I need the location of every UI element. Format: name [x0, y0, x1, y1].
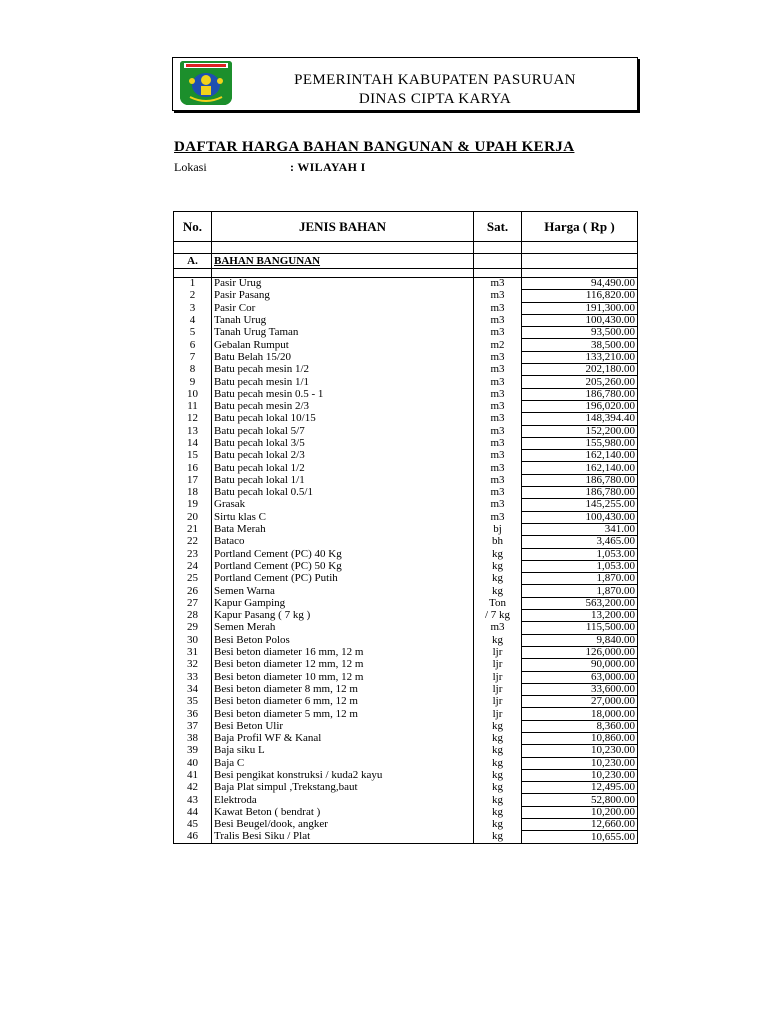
- row-number: 37: [174, 720, 212, 732]
- table-row: [174, 450, 638, 462]
- row-number: 35: [174, 696, 212, 708]
- row-price: 148,394.40: [522, 413, 638, 425]
- row-price: 100,430.00: [522, 314, 638, 326]
- row-item-name: Pasir Urug: [212, 278, 474, 290]
- row-item-name: Batu pecah lokal 2/3: [212, 450, 474, 462]
- row-unit: m2: [474, 339, 522, 351]
- row-price: 52,800.00: [522, 794, 638, 806]
- row-price: 3,465.00: [522, 536, 638, 548]
- row-item-name: Besi beton diameter 5 mm, 12 m: [212, 708, 474, 720]
- table-row: [174, 462, 638, 474]
- row-unit: Ton: [474, 597, 522, 609]
- table-row: [174, 364, 638, 376]
- row-unit: m3: [474, 474, 522, 486]
- table-row: [174, 659, 638, 671]
- row-number: 21: [174, 523, 212, 535]
- row-item-name: Tanah Urug Taman: [212, 327, 474, 339]
- row-number: 11: [174, 400, 212, 412]
- table-row: [174, 622, 638, 634]
- table-header-row: [174, 212, 638, 242]
- table-row: [174, 696, 638, 708]
- row-number: 27: [174, 597, 212, 609]
- row-unit: kg: [474, 794, 522, 806]
- row-unit: m3: [474, 302, 522, 314]
- row-unit: m3: [474, 425, 522, 437]
- row-price: 38,500.00: [522, 339, 638, 351]
- row-unit: m3: [474, 400, 522, 412]
- row-item-name: Baja C: [212, 757, 474, 769]
- row-unit: kg: [474, 819, 522, 831]
- row-price: 1,053.00: [522, 548, 638, 560]
- table-row: [174, 708, 638, 720]
- row-number: 1: [174, 278, 212, 290]
- row-number: 22: [174, 536, 212, 548]
- row-unit: m3: [474, 314, 522, 326]
- table-row: [174, 314, 638, 326]
- row-number: 25: [174, 573, 212, 585]
- row-number: 34: [174, 683, 212, 695]
- table-row: [174, 732, 638, 744]
- row-price: 10,230.00: [522, 769, 638, 781]
- row-number: 8: [174, 364, 212, 376]
- row-unit: kg: [474, 548, 522, 560]
- row-item-name: Elektroda: [212, 794, 474, 806]
- column-header-unit: Sat.: [474, 212, 522, 242]
- column-header-price: Harga ( Rp ): [522, 212, 638, 242]
- row-number: 14: [174, 437, 212, 449]
- row-item-name: Besi beton diameter 6 mm, 12 m: [212, 696, 474, 708]
- table-row: [174, 327, 638, 339]
- row-item-name: Besi pengikat konstruksi / kuda2 kayu: [212, 769, 474, 781]
- row-number: 4: [174, 314, 212, 326]
- row-item-name: Besi beton diameter 8 mm, 12 m: [212, 683, 474, 695]
- row-number: 20: [174, 511, 212, 523]
- row-price: 191,300.00: [522, 302, 638, 314]
- row-item-name: Portland Cement (PC) 50 Kg: [212, 560, 474, 572]
- table-row: [174, 794, 638, 806]
- table-row: [174, 278, 638, 290]
- row-unit: ljr: [474, 683, 522, 695]
- row-number: 16: [174, 462, 212, 474]
- row-item-name: Batu pecah mesin 2/3: [212, 400, 474, 412]
- row-item-name: Batu pecah lokal 0.5/1: [212, 487, 474, 499]
- row-item-name: Batu pecah lokal 1/1: [212, 474, 474, 486]
- row-unit: m3: [474, 290, 522, 302]
- row-price: 13,200.00: [522, 610, 638, 622]
- row-unit: kg: [474, 634, 522, 646]
- table-row: [174, 819, 638, 831]
- row-item-name: Tralis Besi Siku / Plat: [212, 831, 474, 843]
- row-item-name: Besi beton diameter 12 mm, 12 m: [212, 659, 474, 671]
- row-price: 10,230.00: [522, 745, 638, 757]
- row-item-name: Pasir Pasang: [212, 290, 474, 302]
- row-unit: m3: [474, 622, 522, 634]
- row-item-name: Besi Beton Polos: [212, 634, 474, 646]
- row-price: 563,200.00: [522, 597, 638, 609]
- row-number: 26: [174, 585, 212, 597]
- row-unit: m3: [474, 364, 522, 376]
- row-price: 115,500.00: [522, 622, 638, 634]
- table-row: [174, 610, 638, 622]
- table-row: [174, 487, 638, 499]
- row-item-name: Sirtu klas C: [212, 511, 474, 523]
- row-unit: ljr: [474, 708, 522, 720]
- table-row: [174, 646, 638, 658]
- table-row: [174, 474, 638, 486]
- row-number: 10: [174, 388, 212, 400]
- row-number: 3: [174, 302, 212, 314]
- row-item-name: Besi beton diameter 10 mm, 12 m: [212, 671, 474, 683]
- row-unit: bj: [474, 523, 522, 535]
- row-number: 30: [174, 634, 212, 646]
- table-row: [174, 499, 638, 511]
- row-item-name: Portland Cement (PC) Putih: [212, 573, 474, 585]
- spacer-row: [174, 242, 638, 254]
- row-unit: m3: [474, 351, 522, 363]
- table-row: [174, 425, 638, 437]
- row-item-name: Portland Cement (PC) 40 Kg: [212, 548, 474, 560]
- location-value: : WILAYAH I: [290, 160, 366, 174]
- row-price: 27,000.00: [522, 696, 638, 708]
- row-price: 341.00: [522, 523, 638, 535]
- row-item-name: Batu pecah lokal 5/7: [212, 425, 474, 437]
- row-unit: ljr: [474, 696, 522, 708]
- row-unit: m3: [474, 278, 522, 290]
- government-name: PEMERINTAH KABUPATEN PASURUAN: [294, 72, 576, 88]
- row-number: 19: [174, 499, 212, 511]
- row-number: 28: [174, 610, 212, 622]
- row-unit: kg: [474, 757, 522, 769]
- row-unit: m3: [474, 511, 522, 523]
- row-unit: kg: [474, 585, 522, 597]
- table-row: [174, 720, 638, 732]
- row-unit: kg: [474, 560, 522, 572]
- row-number: 17: [174, 474, 212, 486]
- row-item-name: Batu Belah 15/20: [212, 351, 474, 363]
- row-number: 46: [174, 831, 212, 843]
- row-unit: m3: [474, 413, 522, 425]
- row-number: 6: [174, 339, 212, 351]
- location-label: Lokasi: [174, 160, 207, 174]
- row-number: 24: [174, 560, 212, 572]
- row-price: 126,000.00: [522, 646, 638, 658]
- table-row: [174, 634, 638, 646]
- row-number: 33: [174, 671, 212, 683]
- row-unit: m3: [474, 450, 522, 462]
- row-unit: ljr: [474, 646, 522, 658]
- row-price: 133,210.00: [522, 351, 638, 363]
- table-row: [174, 400, 638, 412]
- row-unit: kg: [474, 782, 522, 794]
- row-price: 196,020.00: [522, 400, 638, 412]
- row-item-name: Batu pecah mesin 1/2: [212, 364, 474, 376]
- row-unit: kg: [474, 745, 522, 757]
- row-item-name: Grasak: [212, 499, 474, 511]
- row-item-name: Besi Beugel/dook, angker: [212, 819, 474, 831]
- row-unit: ljr: [474, 659, 522, 671]
- table-row: [174, 290, 638, 302]
- row-price: 162,140.00: [522, 450, 638, 462]
- row-price: 93,500.00: [522, 327, 638, 339]
- table-row: [174, 376, 638, 388]
- table-row: [174, 597, 638, 609]
- row-unit: m3: [474, 499, 522, 511]
- row-item-name: Besi Beton Ulir: [212, 720, 474, 732]
- table-row: [174, 548, 638, 560]
- table-row: [174, 339, 638, 351]
- table-row: [174, 511, 638, 523]
- column-header-item: JENIS BAHAN: [212, 212, 474, 242]
- table-row: [174, 573, 638, 585]
- row-unit: kg: [474, 806, 522, 818]
- row-unit: m3: [474, 376, 522, 388]
- row-item-name: Baja Profil WF & Kanal: [212, 732, 474, 744]
- row-unit: kg: [474, 831, 522, 843]
- row-number: 12: [174, 413, 212, 425]
- table-row: [174, 585, 638, 597]
- row-number: 41: [174, 769, 212, 781]
- row-number: 18: [174, 487, 212, 499]
- row-item-name: Bata Merah: [212, 523, 474, 535]
- table-row: [174, 302, 638, 314]
- row-price: 8,360.00: [522, 720, 638, 732]
- column-header-no: No.: [174, 212, 212, 242]
- row-number: 5: [174, 327, 212, 339]
- row-number: 43: [174, 794, 212, 806]
- row-number: 32: [174, 659, 212, 671]
- row-price: 10,860.00: [522, 732, 638, 744]
- row-item-name: Kapur Pasang ( 7 kg ): [212, 610, 474, 622]
- row-number: 15: [174, 450, 212, 462]
- row-price: 186,780.00: [522, 487, 638, 499]
- row-price: 202,180.00: [522, 364, 638, 376]
- row-price: 18,000.00: [522, 708, 638, 720]
- row-item-name: Baja Plat simpul ,Trekstang,baut: [212, 782, 474, 794]
- row-price: 186,780.00: [522, 474, 638, 486]
- row-item-name: Batu pecah mesin 1/1: [212, 376, 474, 388]
- row-price: 116,820.00: [522, 290, 638, 302]
- row-number: 45: [174, 819, 212, 831]
- row-unit: kg: [474, 769, 522, 781]
- row-price: 10,200.00: [522, 806, 638, 818]
- table-row: [174, 560, 638, 572]
- table-row: [174, 536, 638, 548]
- row-item-name: Baja siku L: [212, 745, 474, 757]
- row-price: 10,230.00: [522, 757, 638, 769]
- row-price: 94,490.00: [522, 278, 638, 290]
- spacer-row: [174, 269, 638, 278]
- row-number: 38: [174, 732, 212, 744]
- letterhead-box: [172, 57, 638, 111]
- row-item-name: Pasir Cor: [212, 302, 474, 314]
- row-number: 9: [174, 376, 212, 388]
- row-unit: m3: [474, 388, 522, 400]
- table-row: [174, 806, 638, 818]
- row-unit: m3: [474, 327, 522, 339]
- row-price: 186,780.00: [522, 388, 638, 400]
- row-number: 42: [174, 782, 212, 794]
- row-item-name: Batu pecah lokal 10/15: [212, 413, 474, 425]
- row-price: 100,430.00: [522, 511, 638, 523]
- row-price: 1,053.00: [522, 560, 638, 572]
- row-item-name: Kapur Gamping: [212, 597, 474, 609]
- row-item-name: Gebalan Rumput: [212, 339, 474, 351]
- section-row: [174, 254, 638, 269]
- row-number: 2: [174, 290, 212, 302]
- table-row: [174, 523, 638, 535]
- row-item-name: Bataco: [212, 536, 474, 548]
- table-row: [174, 388, 638, 400]
- document-title: DAFTAR HARGA BAHAN BANGUNAN & UPAH KERJA: [174, 139, 575, 155]
- table-row: [174, 745, 638, 757]
- row-unit: ljr: [474, 671, 522, 683]
- row-unit: bh: [474, 536, 522, 548]
- row-item-name: Tanah Urug: [212, 314, 474, 326]
- row-number: 31: [174, 646, 212, 658]
- price-table: [173, 211, 638, 844]
- table-row: [174, 831, 638, 843]
- row-number: 40: [174, 757, 212, 769]
- row-number: 36: [174, 708, 212, 720]
- pasuruan-regency-emblem-icon: [180, 61, 232, 105]
- department-name: DINAS CIPTA KARYA: [358, 91, 512, 107]
- table-row: [174, 437, 638, 449]
- row-item-name: Batu pecah lokal 1/2: [212, 462, 474, 474]
- row-price: 155,980.00: [522, 437, 638, 449]
- row-number: 23: [174, 548, 212, 560]
- row-price: 1,870.00: [522, 585, 638, 597]
- row-number: 13: [174, 425, 212, 437]
- row-number: 29: [174, 622, 212, 634]
- table-row: [174, 782, 638, 794]
- row-item-name: Batu pecah mesin 0.5 - 1: [212, 388, 474, 400]
- row-unit: / 7 kg: [474, 610, 522, 622]
- row-unit: kg: [474, 732, 522, 744]
- row-price: 12,660.00: [522, 819, 638, 831]
- row-price: 145,255.00: [522, 499, 638, 511]
- section-code: A.: [174, 254, 212, 269]
- row-number: 7: [174, 351, 212, 363]
- row-number: 39: [174, 745, 212, 757]
- row-unit: kg: [474, 720, 522, 732]
- row-item-name: Semen Warna: [212, 585, 474, 597]
- row-price: 10,655.00: [522, 831, 638, 843]
- row-number: 44: [174, 806, 212, 818]
- row-price: 1,870.00: [522, 573, 638, 585]
- row-price: 33,600.00: [522, 683, 638, 695]
- row-unit: m3: [474, 462, 522, 474]
- row-price: 162,140.00: [522, 462, 638, 474]
- row-item-name: Besi beton diameter 16 mm, 12 m: [212, 646, 474, 658]
- table-row: [174, 757, 638, 769]
- row-unit: kg: [474, 573, 522, 585]
- row-item-name: Semen Merah: [212, 622, 474, 634]
- table-row: [174, 413, 638, 425]
- row-price: 90,000.00: [522, 659, 638, 671]
- row-price: 205,260.00: [522, 376, 638, 388]
- table-row: [174, 769, 638, 781]
- row-unit: m3: [474, 487, 522, 499]
- row-price: 152,200.00: [522, 425, 638, 437]
- section-name: BAHAN BANGUNAN: [212, 254, 474, 269]
- table-row: [174, 683, 638, 695]
- row-item-name: Kawat Beton ( bendrat ): [212, 806, 474, 818]
- table-row: [174, 351, 638, 363]
- table-row: [174, 671, 638, 683]
- row-price: 9,840.00: [522, 634, 638, 646]
- row-unit: m3: [474, 437, 522, 449]
- row-price: 63,000.00: [522, 671, 638, 683]
- row-item-name: Batu pecah lokal 3/5: [212, 437, 474, 449]
- row-price: 12,495.00: [522, 782, 638, 794]
